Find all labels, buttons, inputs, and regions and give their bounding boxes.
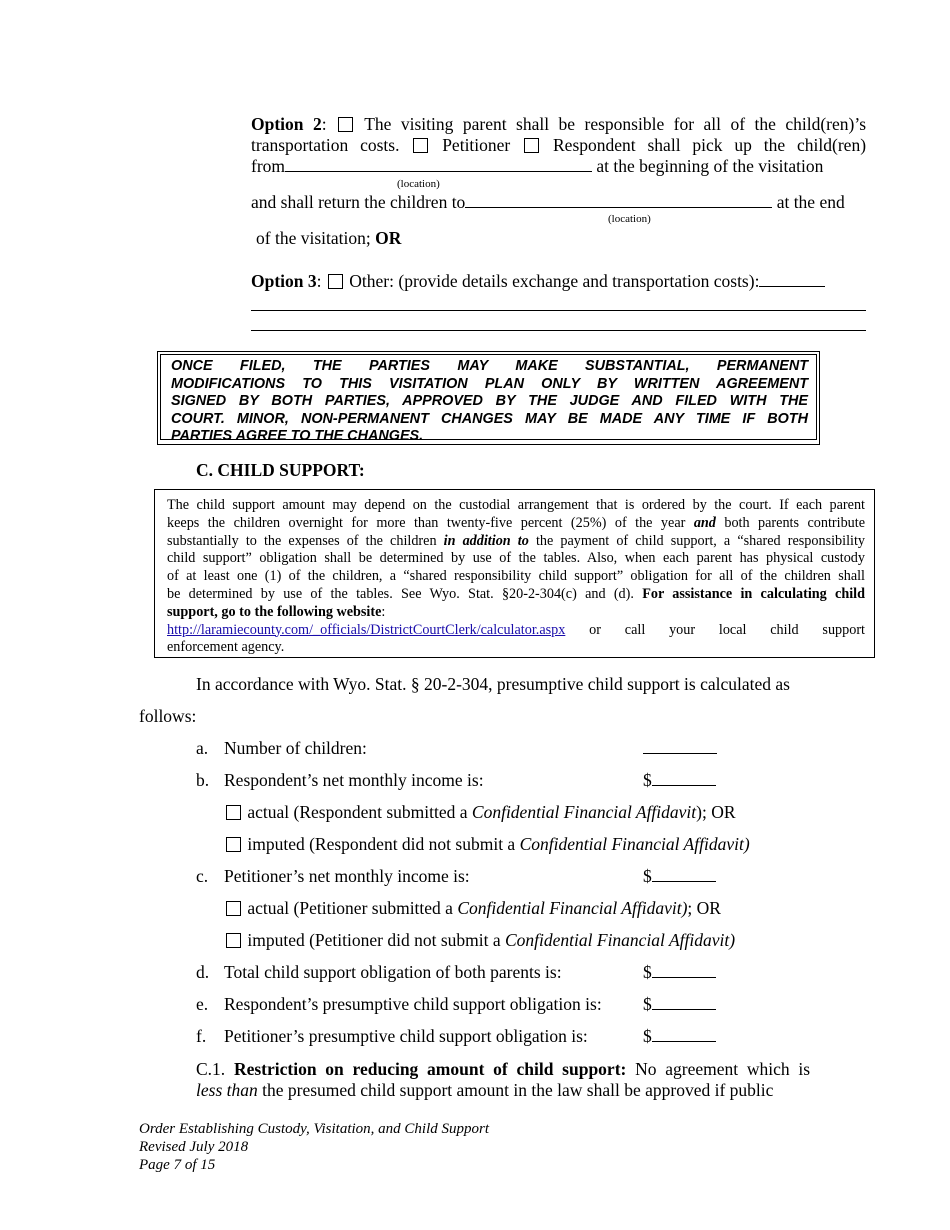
c1-line2: less than the presumed child support amount in the law shall be approved if public <box>196 1080 774 1100</box>
pickup-location-field[interactable] <box>285 157 592 172</box>
option3-details-field[interactable] <box>759 272 825 287</box>
footer-revised: Revised July 2018 <box>139 1139 249 1155</box>
petitioner-actual-option: actual (Petitioner submitted a Confidential Financial Affidavit); OR <box>224 898 721 918</box>
respondent-imputed-option: imputed (Respondent did not submit a Confidential Financial Affidavit) <box>224 834 750 854</box>
option2-line4: and shall return the children to at the end <box>251 192 845 212</box>
total-obligation-label: Total child support obligation of both parents is: <box>224 962 562 982</box>
c1-line1: C.1. Restriction on reducing amount of child support: No agreement which is <box>196 1059 811 1079</box>
petitioner-pickup-checkbox[interactable] <box>413 138 428 153</box>
respondent-income-field[interactable]: $ <box>643 770 716 790</box>
option3-checkbox[interactable] <box>328 274 343 289</box>
petitioner-actual-checkbox[interactable] <box>226 901 241 916</box>
respondent-actual-checkbox[interactable] <box>226 805 241 820</box>
petitioner-income-label: Petitioner’s net monthly income is: <box>224 866 470 886</box>
respondent-obligation-label: Respondent’s presumptive child support obligation is: <box>224 994 602 1014</box>
child-support-info-box: The child support amount may depend on the custodial arrangement that is ordered by the court. If each parent keeps the children overnight for more than twenty-five percent (25%) of the year and both parents contribute substantially to the expenses of the children in addition to the payment of child support, a “shared responsibility child support” obligation shall be determined by use of the tables. Also, when each parent has physical custody of at least one (1) of the children, a “shared responsibility child support” obligation for all of the children shall be determined by use of the tables. See Wyo. Stat. §20-2-304(c) and (d). For assistance in calculating child support, go to the following website: http://laramiecounty.com/_officials/DistrictCourtClerk/calculator.aspx or call your local child support enforcement agency. <box>154 489 875 658</box>
option2-line5: of the visitation; OR <box>256 228 402 248</box>
option2-label: Option 2 <box>251 114 322 134</box>
footer-page-number: Page 7 of 15 <box>139 1157 216 1173</box>
number-of-children-field[interactable] <box>643 738 717 758</box>
petitioner-obligation-label: Petitioner’s presumptive child support obligation is: <box>224 1026 588 1046</box>
option3-details-line-2[interactable] <box>251 330 866 331</box>
option3-label: Option 3 <box>251 271 317 291</box>
number-of-children-label: Number of children: <box>224 738 367 758</box>
petitioner-income-field[interactable]: $ <box>643 866 716 886</box>
option2-line1: Option 2: The visiting parent shall be responsible for all of the child(ren)’s <box>251 114 867 134</box>
total-obligation-field[interactable]: $ <box>643 962 716 982</box>
pickup-location-caption: (location) <box>397 178 440 190</box>
respondent-income-label: Respondent’s net monthly income is: <box>224 770 484 790</box>
option3-line: Option 3: Other: (provide details exchange and transportation costs): <box>251 271 825 291</box>
option3-details-line-1[interactable] <box>251 310 866 311</box>
option2-line2: transportation costs. Petitioner Respondent shall pick up the child(ren) <box>251 135 867 155</box>
return-location-field[interactable] <box>465 193 772 208</box>
respondent-actual-option: actual (Respondent submitted a Confidential Financial Affidavit); OR <box>224 802 736 822</box>
option2-checkbox[interactable] <box>338 117 353 132</box>
modification-notice-box <box>157 351 820 445</box>
modification-notice-text: ONCE FILED, THE PARTIES MAY MAKE SUBSTANTIAL, PERMANENT MODIFICATIONS TO THIS VISITATION PLAN ONLY BY WRITTEN AGREEMENT SIGNED BY BOTH PARTIES, APPROVED BY THE JUDGE AND FILED WITH THE COURT. MINOR, NON-PERMANENT CHANGES MAY BE MADE ANY TIME IF BOTH PARTIES AGREE TO THE CHANGES. <box>160 354 817 440</box>
option2-line3: from at the beginning of the visitation <box>251 156 824 176</box>
respondent-obligation-field[interactable]: $ <box>643 994 716 1014</box>
accordance-line1: In accordance with Wyo. Stat. § 20-2-304, presumptive child support is calculated as <box>196 674 790 694</box>
return-location-caption: (location) <box>608 213 651 225</box>
footer-title: Order Establishing Custody, Visitation, and Child Support <box>139 1121 490 1137</box>
section-c-heading: C. CHILD SUPPORT: <box>196 460 365 480</box>
respondent-pickup-checkbox[interactable] <box>524 138 539 153</box>
petitioner-imputed-option: imputed (Petitioner did not submit a Confidential Financial Affidavit) <box>224 930 735 950</box>
petitioner-obligation-field[interactable]: $ <box>643 1026 716 1046</box>
petitioner-imputed-checkbox[interactable] <box>226 933 241 948</box>
respondent-imputed-checkbox[interactable] <box>226 837 241 852</box>
accordance-line2: follows: <box>139 706 197 726</box>
calculator-link[interactable]: http://laramiecounty.com/_officials/DistrictCourtClerk/calculator.aspx <box>167 621 566 638</box>
